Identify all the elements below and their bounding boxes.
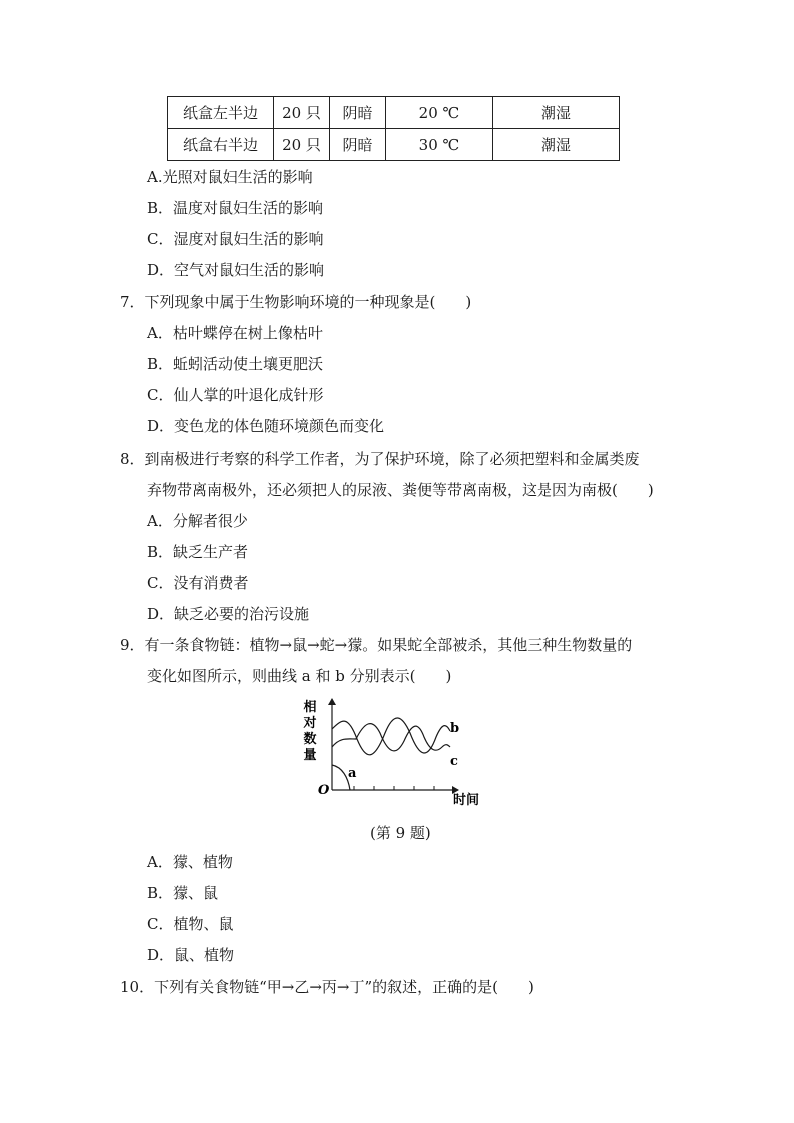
curve-c [332, 724, 450, 751]
figure-caption: (第 9 题) [370, 824, 431, 842]
q9-option-c[interactable]: C．植物、鼠 [147, 915, 234, 933]
y-label-char: 对 [303, 716, 317, 731]
table-cell: 潮湿 [493, 97, 620, 129]
table-row [168, 97, 620, 129]
table-cell: 阴暗 [330, 97, 386, 129]
q6-option-c[interactable]: C．湿度对鼠妇生活的影响 [147, 230, 324, 248]
q7-option-a[interactable]: A．枯叶蝶停在树上像枯叶 [147, 324, 323, 342]
x-label: 时间 [453, 793, 480, 808]
table-cell: 20 只 [274, 97, 330, 129]
q7-option-d[interactable]: D．变色龙的体色随环境颜色而变化 [147, 417, 385, 435]
q8-option-b[interactable]: B．缺乏生产者 [147, 543, 249, 561]
q7-stem: 7．下列现象中属于生物影响环境的一种现象是( ) [120, 293, 472, 311]
q8-option-a[interactable]: A．分解者很少 [147, 512, 248, 530]
origin-label: O [318, 783, 330, 798]
q6-option-d[interactable]: D．空气对鼠妇生活的影响 [147, 261, 325, 279]
experiment-table [167, 96, 620, 161]
q9-option-d[interactable]: D．鼠、植物 [147, 946, 235, 964]
q6-option-b[interactable]: B．温度对鼠妇生活的影响 [147, 199, 324, 217]
table-row [168, 129, 620, 161]
curve-b-label: b [450, 721, 460, 736]
q9-option-b[interactable]: B．獴、鼠 [147, 884, 219, 902]
q8-option-c[interactable]: C．没有消费者 [147, 574, 249, 592]
table-cell: 纸盒右半边 [168, 129, 274, 161]
table-cell: 30 ℃ [386, 129, 493, 161]
q6-option-a[interactable]: A.光照对鼠妇生活的影响 [147, 168, 313, 186]
q8-stem-line1: 8．到南极进行考察的科学工作者，为了保护环境，除了必须把塑料和金属类废 [120, 450, 640, 468]
population-graph [300, 693, 490, 815]
q9-stem-line1: 9．有一条食物链：植物→鼠→蛇→獴。如果蛇全部被杀，其他三种生物数量的 [120, 636, 633, 654]
q9-option-a[interactable]: A．獴、植物 [147, 853, 233, 871]
table-cell: 阴暗 [330, 129, 386, 161]
y-label-char: 数 [303, 732, 317, 747]
table-cell: 纸盒左半边 [168, 97, 274, 129]
q8-stem-line2: 弃物带离南极外，还必须把人的尿液、粪便等带离南极，这是因为南极( ) [147, 481, 654, 499]
y-label-char: 量 [303, 748, 317, 763]
q8-option-d[interactable]: D．缺乏必要的治污设施 [147, 605, 310, 623]
table-cell: 20 只 [274, 129, 330, 161]
y-label-char: 相 [303, 700, 317, 715]
q7-option-b[interactable]: B．蚯蚓活动使土壤更肥沃 [147, 355, 324, 373]
q10-stem: 10．下列有关食物链“甲→乙→丙→丁”的叙述，正确的是( ) [120, 978, 534, 996]
curve-c-label: c [450, 754, 458, 769]
curve-a-label: a [348, 766, 357, 781]
table-cell: 潮湿 [493, 129, 620, 161]
q9-stem-line2: 变化如图所示，则曲线 a 和 b 分别表示( ) [147, 667, 452, 685]
q7-option-c[interactable]: C．仙人掌的叶退化成针形 [147, 386, 324, 404]
table-cell: 20 ℃ [386, 97, 493, 129]
